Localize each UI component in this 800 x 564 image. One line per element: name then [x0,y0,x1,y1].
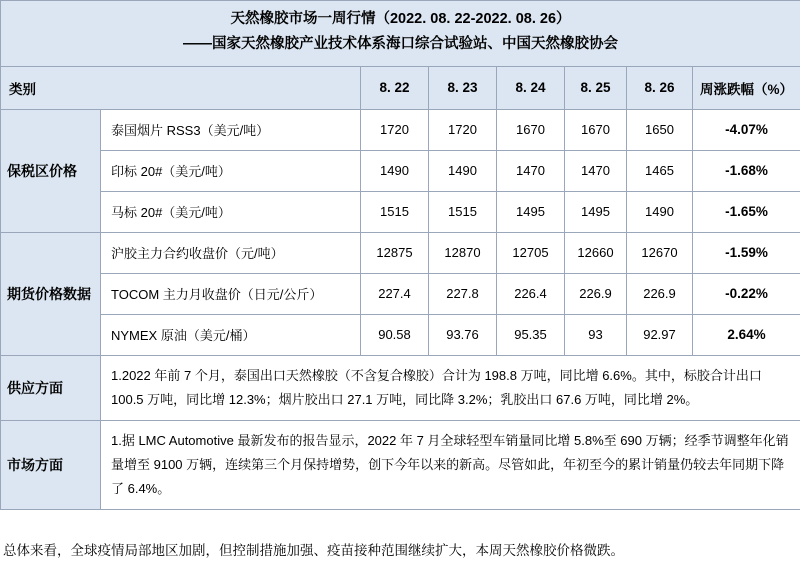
column-header-weekly-change: 周涨跌幅（%） [693,66,800,109]
cell-weekly-change: 2.64% [693,314,800,355]
table-row [1,273,800,314]
cell-value: 1495 [497,191,565,232]
item-name: 沪胶主力合约收盘价（元/吨） [101,232,361,273]
column-header-date-5: 8. 26 [627,66,693,109]
cell-value: 1495 [565,191,627,232]
cell-value: 1490 [627,191,693,232]
column-header-date-3: 8. 24 [497,66,565,109]
column-header-date-1: 8. 22 [361,66,429,109]
footer-row [1,524,800,563]
cell-value: 1720 [361,109,429,150]
cell-value: 227.4 [361,273,429,314]
cell-value: 1470 [497,150,565,191]
item-name: 马标 20#（美元/吨） [101,191,361,232]
cell-value: 90.58 [361,314,429,355]
cell-value: 1490 [429,150,497,191]
title-line-1: 天然橡胶市场一周行情（2022. 08. 22-2022. 08. 26） [9,7,792,32]
cell-value: 226.4 [497,273,565,314]
table-row [1,150,800,191]
group-label-futures-prices: 期货价格数据 [1,232,101,355]
table-row [1,232,800,273]
cell-value: 1515 [429,191,497,232]
section-text-supply: 1.2022 年前 7 个月，泰国出口天然橡胶（不含复合橡胶）合计为 198.8 万吨，同比增 6.6%。其中，标胶合计出口 100.5 万吨，同比增 12.3%；烟片胶出口 27.1 万吨，同比降 3.2%；乳胶出口 67.6 万吨，同比增 2%。 [101,355,800,420]
column-header-category: 类别 [1,66,361,109]
title-row [1,1,800,67]
cell-weekly-change: -0.22% [693,273,800,314]
cell-value: 1720 [429,109,497,150]
cell-value: 92.97 [627,314,693,355]
cell-weekly-change: -1.65% [693,191,800,232]
cell-value: 226.9 [627,273,693,314]
cell-value: 93 [565,314,627,355]
table-row [1,191,800,232]
item-name: NYMEX 原油（美元/桶） [101,314,361,355]
table-row [1,314,800,355]
cell-value: 95.35 [497,314,565,355]
cell-value: 1670 [497,109,565,150]
cell-value: 226.9 [565,273,627,314]
section-label-supply: 供应方面 [1,355,101,420]
cell-weekly-change: -4.07% [693,109,800,150]
cell-weekly-change: -1.68% [693,150,800,191]
cell-weekly-change: -1.59% [693,232,800,273]
section-label-market: 市场方面 [1,420,101,509]
cell-value: 12705 [497,232,565,273]
cell-value: 227.8 [429,273,497,314]
cell-value: 1670 [565,109,627,150]
report-title [1,1,800,67]
table-header-row [1,66,800,109]
summary-text: 总体来看，全球疫情局部地区加剧，但控制措施加强、疫苗接种范围继续扩大，本周天然橡胶价格微跌。 [1,524,800,563]
section-text-market: 1.据 LMC Automotive 最新发布的报告显示，2022 年 7 月全球轻型车销量同比增 5.8%至 690 万辆；经季节调整年化销量增至 9100 万辆，连续第三个月保持增势，创下今年以来的新高。尽管如此，年初至今的累计销量仍较去年同期下降了 6.4%。 [101,420,800,509]
table-row [1,109,800,150]
cell-value: 12670 [627,232,693,273]
cell-value: 1515 [361,191,429,232]
cell-value: 12660 [565,232,627,273]
cell-value: 1470 [565,150,627,191]
cell-value: 1465 [627,150,693,191]
title-line-2: ——国家天然橡胶产业技术体系海口综合试验站、中国天然橡胶协会 [9,32,792,57]
cell-value: 93.76 [429,314,497,355]
spacer-cell [1,509,800,524]
column-header-date-2: 8. 23 [429,66,497,109]
cell-value: 12875 [361,232,429,273]
table-row [1,420,800,509]
column-header-date-4: 8. 25 [565,66,627,109]
cell-value: 1490 [361,150,429,191]
cell-value: 1650 [627,109,693,150]
item-name: 印标 20#（美元/吨） [101,150,361,191]
table-row [1,355,800,420]
item-name: 泰国烟片 RSS3（美元/吨） [101,109,361,150]
cell-value: 12870 [429,232,497,273]
group-label-bonded-zone: 保税区价格 [1,109,101,232]
spacer-row [1,509,800,524]
item-name: TOCOM 主力月收盘价（日元/公斤） [101,273,361,314]
